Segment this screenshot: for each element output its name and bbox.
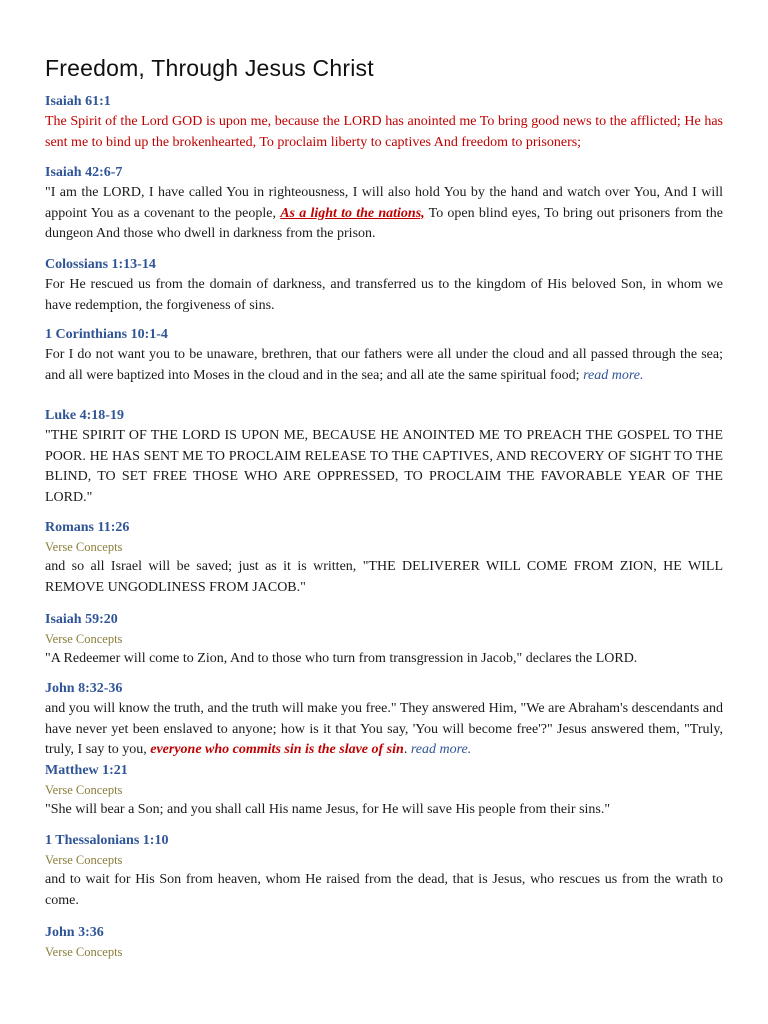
verse-text-before: and you will know the truth, and the truth will make you free." They answered Him, "We are Abraham's descendants and have never yet been enslaved to anyone; how is it that You say, 'You will become free'?" Jesus answered them, "Truly, truly, I say to you,: [45, 701, 723, 757]
verse-reference[interactable]: John 8:32-36: [45, 681, 123, 696]
verse-reference[interactable]: Colossians 1:13-14: [45, 257, 156, 272]
verse-emphasis: everyone who commits sin is the slave of sin: [150, 742, 404, 757]
verse-romans-11-26: [45, 518, 723, 598]
verse-1-corinthians-10-1-4: [45, 325, 723, 386]
verse-text: "A Redeemer will come to Zion, And to those who turn from transgression in Jacob," declares the LORD.: [45, 651, 638, 666]
verse-concepts-link[interactable]: Verse Concepts: [45, 783, 123, 797]
verse-john-3-36: [45, 923, 723, 962]
verse-text: For He rescued us from the domain of darkness, and transferred us to the kingdom of His beloved Son, in whom we have redemption, the forgiveness of sins.: [45, 277, 723, 313]
verse-text: and so all Israel will be saved; just as it is written, "THE DELIVERER WILL COME FROM ZION, HE WILL REMOVE UNGODLINESS FROM JACOB.": [45, 559, 723, 595]
verse-text: The Spirit of the Lord GOD is upon me, because the LORD has anointed me To bring good news to the afflicted; He has sent me to bind up the brokenhearted, To proclaim liberty to captives And freedom to prisoners;: [45, 114, 723, 150]
verse-text: [45, 183, 723, 245]
page-title: Freedom, Through Jesus Christ: [45, 55, 374, 81]
verse-text: "She will bear a Son; and you shall call His name Jesus, for He will save His people from their sins.": [45, 802, 611, 817]
verse-reference[interactable]: Luke 4:18-19: [45, 408, 124, 423]
verse-reference[interactable]: Isaiah 42:6-7: [45, 165, 123, 180]
verse-emphasis: As a light to the nations,: [280, 205, 425, 221]
verse-text: "THE SPIRIT OF THE LORD IS UPON ME, BECAUSE HE ANOINTED ME TO PREACH THE GOSPEL TO THE POOR. HE HAS SENT ME TO PROCLAIM RELEASE TO THE CAPTIVES, AND RECOVERY OF SIGHT TO THE BLIND, TO SET FREE THOSE WHO ARE OPPRESSED, TO PROCLAIM THE FAVORABLE YEAR OF THE LORD.": [45, 428, 723, 505]
read-more-link[interactable]: read more.: [410, 742, 472, 757]
verse-text-after: To open blind eyes, To bring out prisoners from the dungeon And those who dwell in darkness from the prison.: [45, 205, 723, 241]
verse-text-after: .: [403, 742, 411, 757]
verse-text-body: For I do not want you to be unaware, brethren, that our fathers were all under the cloud and all passed through the sea; and all were baptized into Moses in the cloud and in the sea; and all ate the same spiritual food;: [45, 347, 723, 383]
verse-text: [45, 699, 723, 761]
verse-concepts-link[interactable]: Verse Concepts: [45, 945, 123, 959]
verse-reference[interactable]: 1 Thessalonians 1:10: [45, 833, 169, 848]
verse-concepts-link[interactable]: Verse Concepts: [45, 540, 123, 554]
verse-concepts-link[interactable]: Verse Concepts: [45, 853, 123, 867]
verse-text-before: "I am the LORD, I have called You in righteousness, I will also hold You by the hand and watch over You, And I will appoint You as a covenant to the people,: [45, 185, 723, 221]
verse-isaiah-61-1: [45, 92, 723, 153]
verse-reference[interactable]: Matthew 1:21: [45, 763, 128, 778]
verse-text: and to wait for His Son from heaven, whom He raised from the dead, that is Jesus, who rescues us from the wrath to come.: [45, 872, 723, 908]
verse-concepts-link[interactable]: Verse Concepts: [45, 632, 123, 646]
verse-john-8-32-36: [45, 679, 723, 761]
verse-text: [45, 345, 723, 386]
verse-colossians-1-13-14: [45, 255, 723, 316]
verse-isaiah-59-20: [45, 610, 723, 670]
verse-reference[interactable]: Isaiah 61:1: [45, 94, 111, 109]
verse-luke-4-18-19: [45, 406, 723, 508]
verse-isaiah-42-6-7: [45, 163, 723, 245]
verse-1-thessalonians-1-10: [45, 831, 723, 911]
verse-reference[interactable]: John 3:36: [45, 925, 104, 940]
verse-matthew-1-21: [45, 761, 723, 821]
verse-reference[interactable]: Romans 11:26: [45, 520, 130, 535]
read-more-link[interactable]: read more.: [583, 367, 644, 383]
verse-reference[interactable]: 1 Corinthians 10:1-4: [45, 327, 168, 342]
verse-reference[interactable]: Isaiah 59:20: [45, 612, 118, 627]
